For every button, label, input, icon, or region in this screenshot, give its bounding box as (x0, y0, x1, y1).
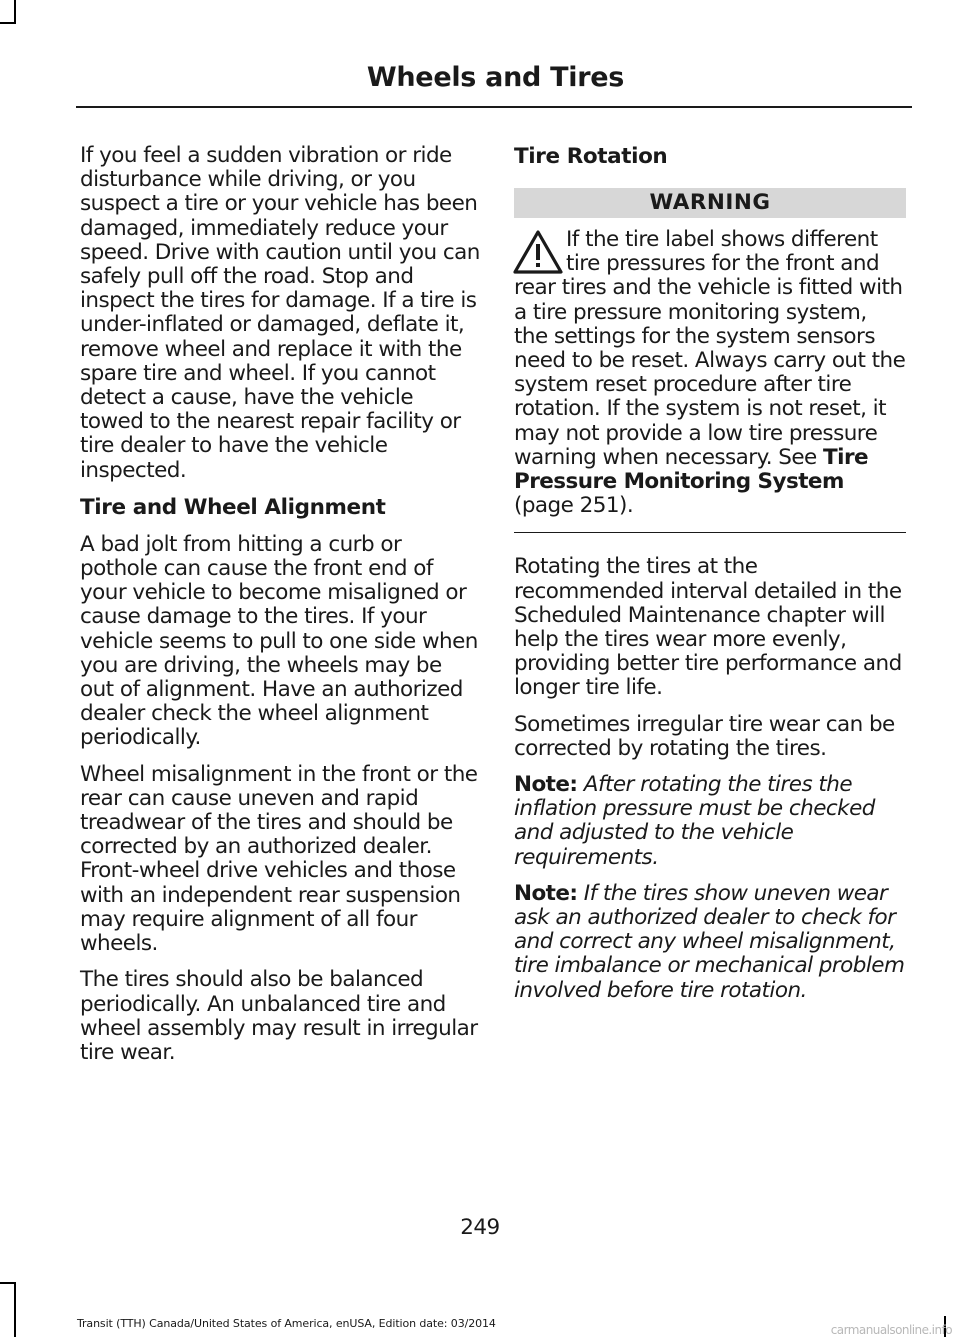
left-column (80, 144, 480, 1077)
note-1-label: Note: (514, 772, 578, 798)
warning-text-block (514, 228, 906, 518)
right-column (514, 144, 906, 1015)
rotation-heading: Tire Rotation (514, 144, 668, 169)
warning-triangle-icon (512, 228, 564, 276)
note-1-text: After rotating the tires the inflation pressure must be checked and adjusted to the vehicle requirements. (514, 772, 875, 870)
edition-info: Transit (TTH) Canada/United States of America, enUSA, Edition date: 03/2014 (77, 1317, 496, 1330)
note-2 (514, 882, 906, 1003)
crop-mark-bottom-left-h (0, 1282, 16, 1284)
page-number: 249 (460, 1215, 500, 1240)
alignment-paragraph-3: The tires should also be balanced periodically. An unbalanced tire and wheel assembly may result in irregular tire wear. (80, 967, 478, 1065)
note-1 (514, 773, 906, 870)
watermark: carmanualsonline.info (830, 1323, 952, 1337)
alignment-paragraph-2: Wheel misalignment in the front or the rear can cause uneven and rapid treadwear of the tires and should be corrected by an authorized dealer. Front-wheel drive vehicles and those with an independent rear suspension may require alignment of all four wheels. (80, 761, 478, 957)
note-2-text: If the tires show uneven wear ask an authorized dealer to check for and correct any wheel misalignment, tire imbalance or mechanical problem involved before tire rotation. (514, 880, 905, 1003)
note-2-label: Note: (514, 880, 578, 906)
warning-box (514, 228, 906, 533)
alignment-paragraph-1: A bad jolt from hitting a curb or pothole can cause the front end of your vehicle to become misaligned or cause damage to the tires. If your vehicle seems to pull to one side when you are driving, the wheels may be out of alignment. Have an authorized dealer check the wheel alignment periodically. (80, 531, 478, 751)
warning-rule (514, 532, 906, 533)
alignment-heading: Tire and Wheel Alignment (80, 494, 386, 520)
crop-mark-bottom-left (14, 1282, 16, 1337)
crop-mark-top-left (14, 0, 16, 22)
section-title: Wheels and Tires (366, 62, 624, 93)
tpms-link[interactable]: Tire Pressure Monitoring System (514, 444, 869, 495)
warning-bar: WARNING (514, 188, 906, 218)
header-rule (76, 106, 912, 108)
page-reference: (page 251). (514, 493, 634, 519)
rotation-paragraph-1: Rotating the tires at the recommended interval detailed in the Scheduled Maintenance chapter will help the tires wear more evenly, providing better tire performance and longer tire life. (514, 554, 902, 701)
rotation-paragraph-2: Sometimes irregular tire wear can be corrected by rotating the tires. (514, 711, 895, 761)
crop-mark-top-left-h (0, 22, 16, 24)
intro-paragraph: If you feel a sudden vibration or ride disturbance while driving, or you suspect a tire or your vehicle has been damaged, immediately reduce your speed. Drive with caution until you can safely pull off the road. Stop and inspect the tires for damage. If a tire is under-inflated or damaged, deflate it, remove wheel and replace it with the spare tire and wheel. If you cannot detect a cause, have the vehicle towed to the nearest repair facility or tire dealer to have the vehicle inspected. (80, 143, 480, 483)
warning-text: If the tire label shows different tire pressures for the front and rear tires and the vehicle is fitted with a tire pressure monitoring system, the settings for the system sensors need to be reset. Always carry out the system reset procedure after tire rotation. If the system is not reset, it may not provide a low tire pressure warning when necessary. See (514, 227, 906, 470)
